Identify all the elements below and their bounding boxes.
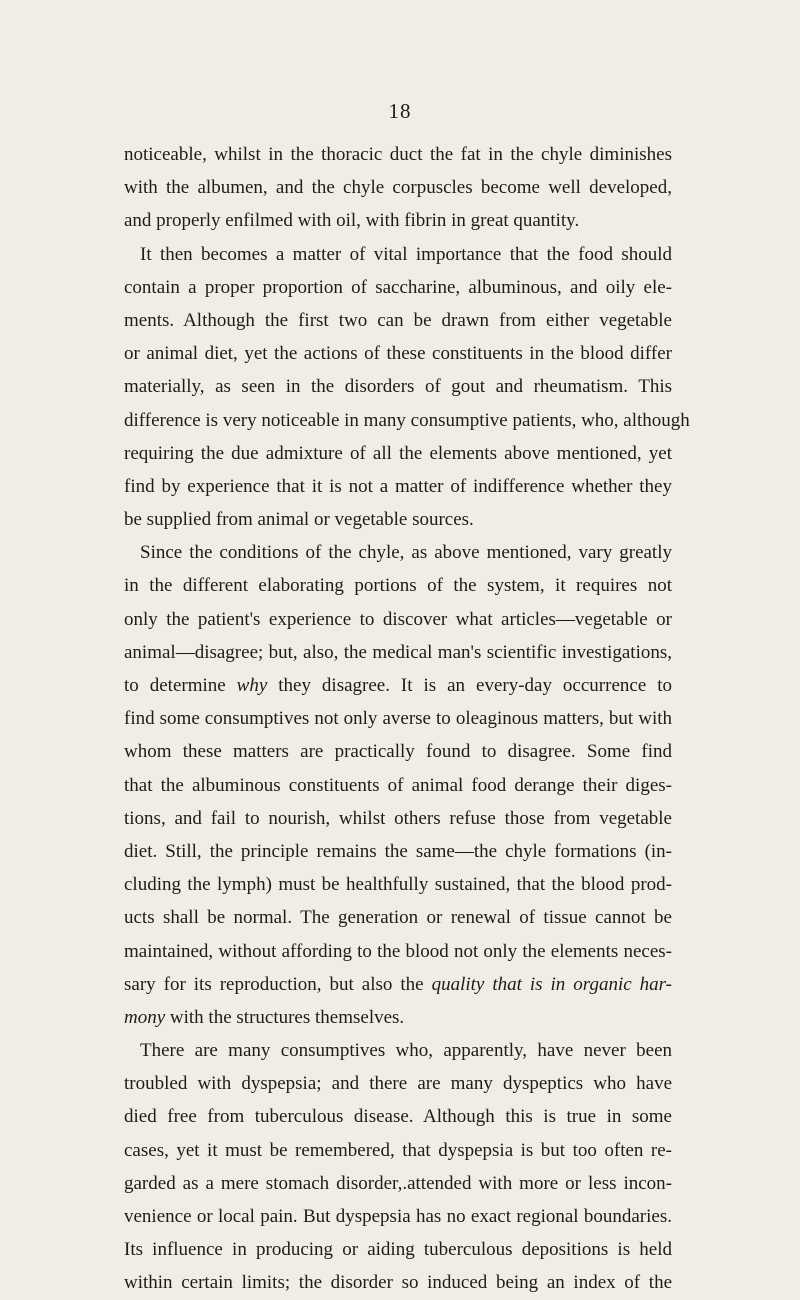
text-line: materially, as seen in the disorders of gout and rheumatism. This	[124, 376, 672, 398]
text-line: or animal diet, yet the actions of these constituents in the blood differ	[124, 343, 672, 365]
text-run: sary for its reproduction, but also the	[124, 973, 432, 995]
text-line: Since the conditions of the chyle, as above mentioned, vary greatly	[140, 542, 672, 564]
text-line: Its influence in producing or aiding tuberculous depositions is held	[124, 1239, 672, 1261]
text-line: cluding the lymph) must be healthfully sustained, that the blood prod-	[124, 874, 672, 896]
text-line: ucts shall be normal. The generation or renewal of tissue cannot be	[124, 907, 672, 929]
text-line: requiring the due admixture of all the elements above mentioned, yet	[124, 442, 672, 464]
text-line: whom these matters are practically found to disagree. Some find	[124, 741, 672, 763]
italic-word: mony	[124, 1006, 166, 1028]
text-line: find by experience that it is not a matter of indifference whether they	[124, 475, 672, 497]
text-line: cases, yet it must be remembered, that dyspepsia is but too often re-	[124, 1139, 672, 1161]
text-line: venience or local pain. But dyspepsia has no exact regional boundaries.	[124, 1206, 672, 1227]
text-line: contain a proper proportion of saccharine, albuminous, and oily ele-	[124, 276, 672, 298]
text-line: be supplied from animal or vegetable sources.	[124, 509, 474, 531]
body-text	[124, 138, 690, 1300]
text-line: ments. Although the first two can be drawn from either vegetable	[124, 309, 672, 331]
text-line	[124, 669, 672, 702]
text-line: in the different elaborating portions of the system, it requires not	[124, 575, 672, 597]
text-line: troubled with dyspepsia; and there are many dyspeptics who have	[124, 1073, 672, 1095]
text-line: It then becomes a matter of vital importance that the food should	[140, 243, 672, 265]
text-line: that the albuminous constituents of animal food derange their diges-	[124, 774, 672, 796]
text-line: diet. Still, the principle remains the same—the chyle formations (in-	[124, 840, 672, 862]
text-line: noticeable, whilst in the thoracic duct the fat in the chyle diminishes	[124, 144, 672, 165]
text-line: maintained, without affording to the blood not only the elements neces-	[124, 940, 672, 962]
text-line: difference is very noticeable in many consumptive patients, who, although	[124, 409, 690, 431]
text-line: tions, and fail to nourish, whilst others refuse those from vegetable	[124, 807, 672, 829]
text-line: animal—disagree; but, also, the medical man's scientific investigations,	[124, 641, 672, 663]
text-line	[124, 1001, 672, 1034]
text-line: within certain limits; the disorder so induced being an index of the	[124, 1272, 672, 1294]
text-line: There are many consumptives who, apparently, have never been	[140, 1040, 672, 1062]
text-line	[124, 968, 672, 1001]
text-line: with the albumen, and the chyle corpuscles become well developed,	[124, 177, 672, 199]
text-line: find some consumptives not only averse to oleaginous matters, but with	[124, 708, 672, 730]
text-line: died free from tuberculous disease. Although this is true in some	[124, 1106, 672, 1128]
text-line: only the patient's experience to discover what articles—vegetable or	[124, 608, 672, 630]
text-run: to determine	[124, 675, 237, 696]
text-line: and properly enfilmed with oil, with fibrin in great quantity.	[124, 210, 580, 232]
text-line: garded as a mere stomach disorder,.attended with more or less incon-	[124, 1172, 672, 1194]
text-run: with the structures themselves.	[165, 1006, 405, 1028]
italic-word: why	[236, 675, 268, 696]
text-run: they disagree. It is an every-day occurrence to	[267, 675, 672, 696]
page-number: 18	[388, 99, 412, 123]
italic-phrase: quality that is in organic har-	[431, 973, 672, 995]
